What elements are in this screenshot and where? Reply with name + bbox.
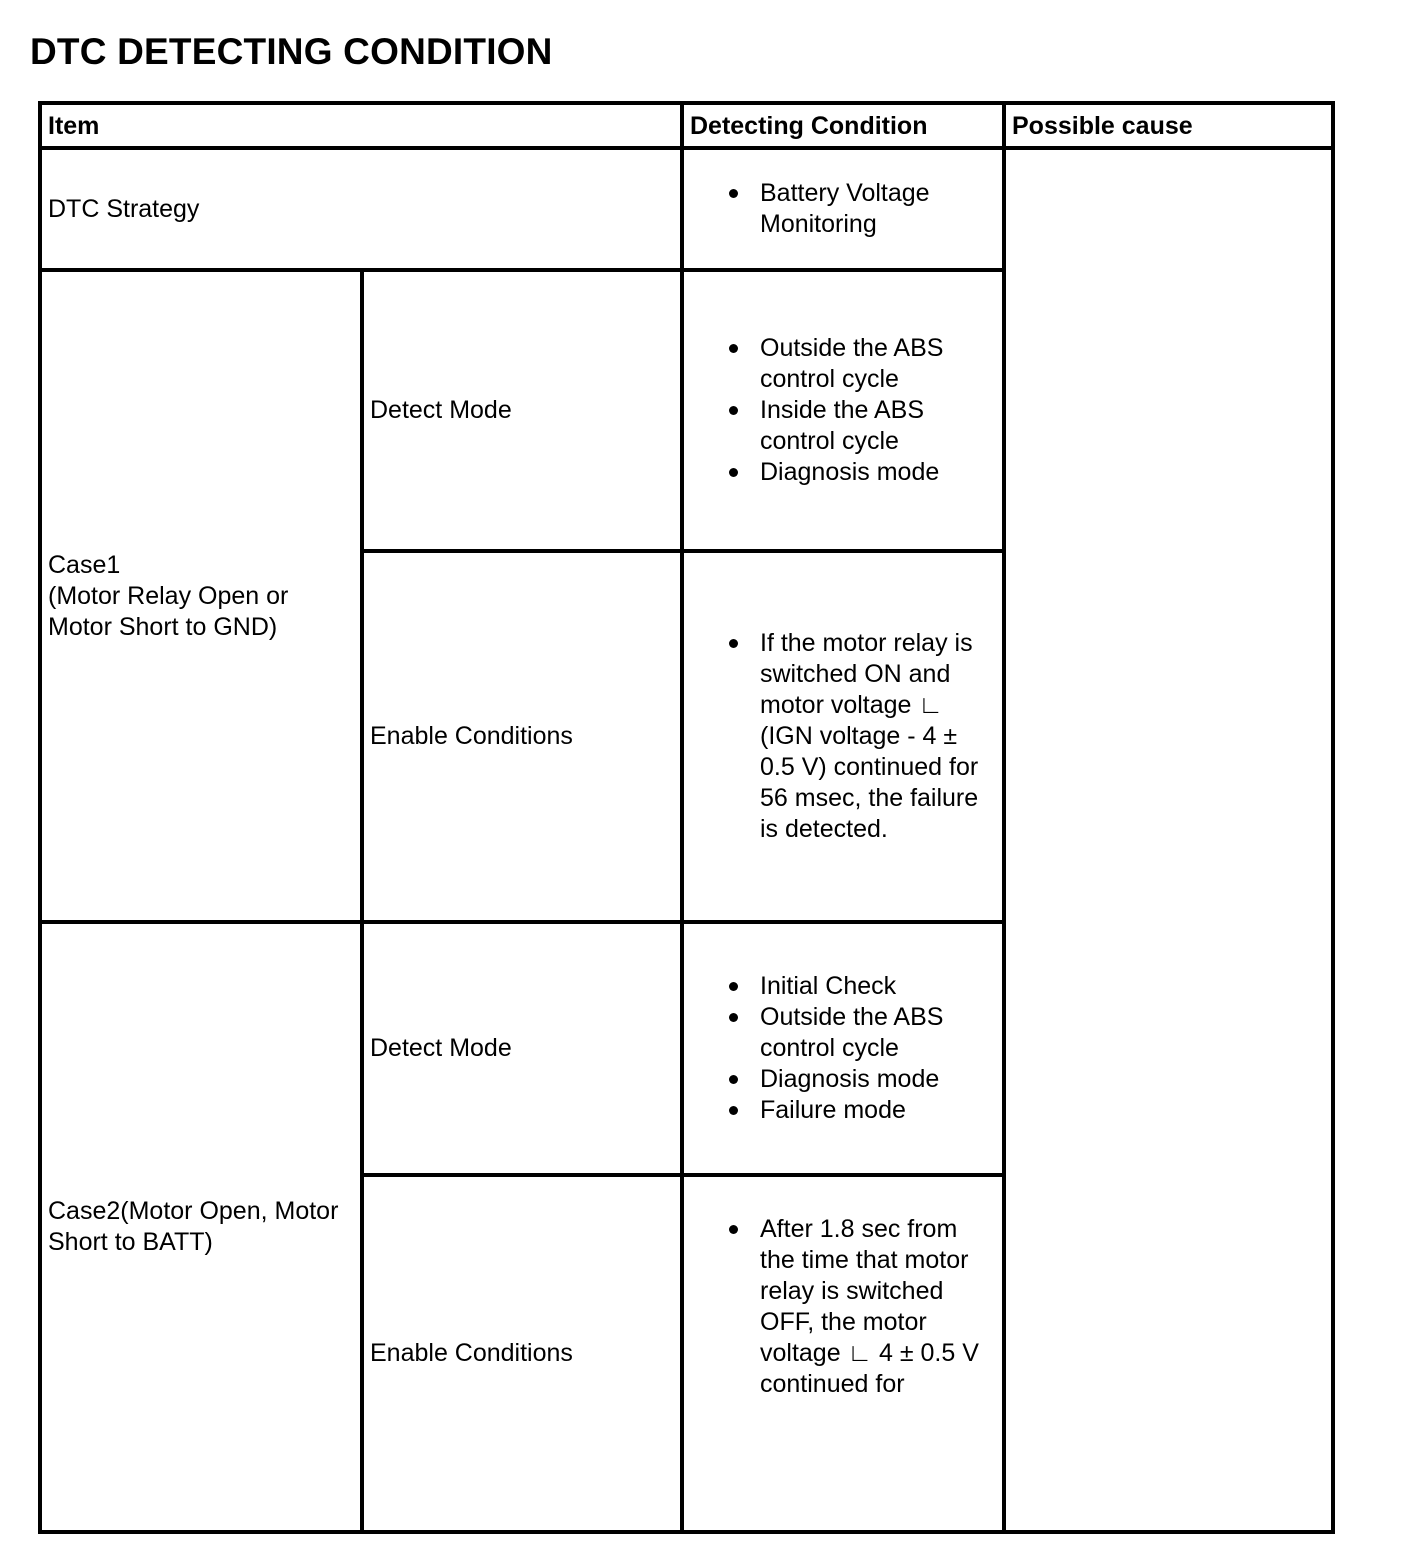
case1-detect-mode-conditions [682,270,1004,551]
condition-list [684,628,996,845]
case2-label: Case2(Motor Open, Motor Short to BATT) [40,922,362,1532]
case1-label-line2: (Motor Relay Open or Motor Short to GND) [48,581,289,641]
condition-list [684,178,996,240]
condition-list [684,333,996,488]
page-title: DTC DETECTING CONDITION [30,31,553,72]
list-item: Inside the ABS control cycle [684,395,996,457]
dtc-detecting-condition-table [38,101,1335,1534]
list-item: Outside the ABS control cycle [684,333,996,395]
list-item: Diagnosis mode [684,1064,996,1095]
list-item: Diagnosis mode [684,457,996,488]
list-item: Initial Check [684,971,996,1002]
case2-enable-conditions-label: Enable Conditions [362,1175,682,1532]
table-header-row [40,103,1333,148]
dtc-strategy-conditions [682,148,1004,270]
case1-label [40,270,362,922]
case1-enable-conditions [682,551,1004,922]
list-item: Failure mode [684,1095,996,1126]
case1-enable-conditions-label: Enable Conditions [362,551,682,922]
table-row [40,148,1333,270]
case2-enable-conditions [682,1175,1004,1532]
header-detecting-condition: Detecting Condition [682,103,1004,148]
list-item: Battery Voltage Monitoring [684,178,996,240]
condition-list [684,1214,996,1400]
case2-detect-mode-label: Detect Mode [362,922,682,1175]
possible-cause-cell [1004,148,1333,1532]
condition-list [684,971,996,1126]
list-item: Outside the ABS control cycle [684,1002,996,1064]
case2-detect-mode-conditions [682,922,1004,1175]
list-item: If the motor relay is switched ON and motor voltage ∟ (IGN voltage - 4 ± 0.5 V) continued for 56 msec, the failure is detected. [684,628,996,845]
case1-label-line1: Case1 [48,550,121,579]
header-item: Item [40,103,682,148]
list-item: After 1.8 sec from the time that motor relay is switched OFF, the motor voltage ∟ 4 ± 0.5 V continued for [684,1214,996,1400]
dtc-strategy-label: DTC Strategy [40,148,682,270]
case1-detect-mode-label: Detect Mode [362,270,682,551]
header-possible-cause: Possible cause [1004,103,1333,148]
